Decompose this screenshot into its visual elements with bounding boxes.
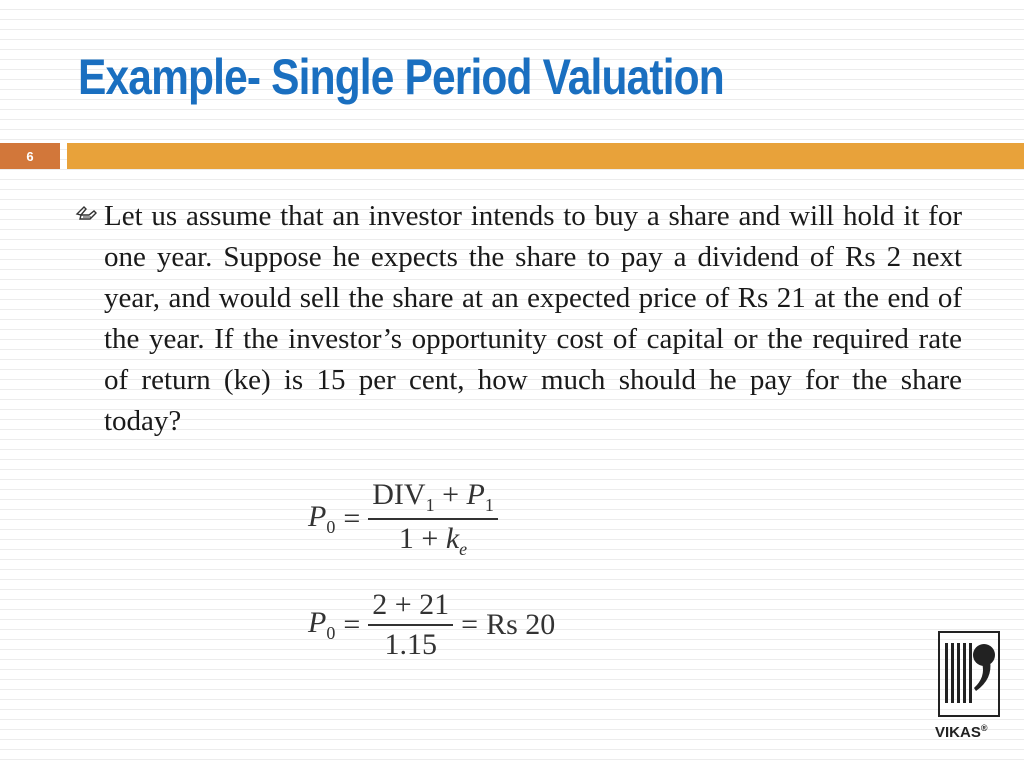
pen-hand-bullet-icon — [74, 200, 98, 226]
vikas-logo-icon — [938, 631, 1000, 717]
calc-result: Rs 20 — [486, 608, 556, 641]
valuation-formula: $P_0$ = $\frac{DIV_1 + P_1}{1 + k_e}$ — [308, 478, 498, 560]
formula-denominator: $1 + k_e$ — [398, 522, 468, 559]
vikas-logo-text: VIKAS® — [935, 723, 988, 741]
formula-fraction — [368, 478, 498, 560]
formula-lhs: $P_0$ — [308, 500, 336, 537]
problem-statement: Let us assume that an investor intends to buy a share and will hold it for one year. Suppose he expects the share to pay a dividend of Rs 2 next year, and would sell the share at an expected price of Rs 21 at the end of the year. If the investor’s opportunity cost of capital or the required rate of return (ke) is 15 per cent, how much should he pay for the share today? — [104, 200, 962, 437]
slide-number: 6 — [0, 143, 60, 169]
calc-numerator: 2 + 21 — [368, 588, 453, 626]
calc-lhs: $P_0$ — [308, 606, 336, 643]
formula-numerator: $DIV_1 + P_1$ — [368, 478, 498, 520]
calc-fraction — [368, 588, 453, 662]
valuation-calculation: $P_0$ = $\frac{2 + 21}{1.15}$ = Rs 20 — [308, 588, 556, 661]
accent-bar — [67, 143, 1024, 169]
calc-denominator: 1.15 — [384, 628, 437, 661]
slide-title: Example- Single Period Valuation — [78, 49, 724, 105]
